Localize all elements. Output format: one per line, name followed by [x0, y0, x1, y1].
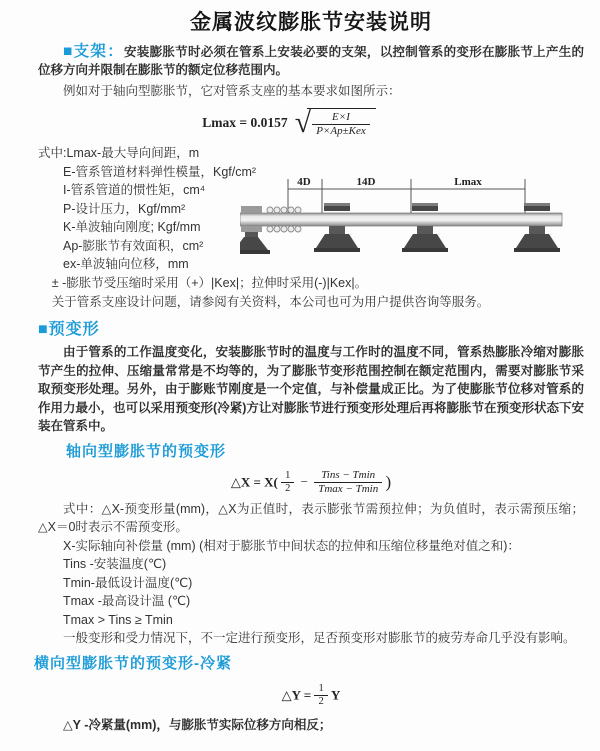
definitions-and-diagram — [38, 144, 584, 274]
support-intro-text: 安装膨胀节时必须在管系上安装必要的支架，以控制管系的变形在膨胀节上产生的位移方向并限制在膨胀节的额定位移范围内。 — [38, 44, 584, 77]
lateral-half-denominator: 2 — [318, 695, 324, 707]
definition-line: ex-单波轴向位移，mm — [63, 257, 189, 271]
half-fraction — [281, 470, 294, 495]
guide-support — [314, 203, 360, 252]
radicand — [307, 108, 376, 138]
definition-line: 式中:Lmax-最大导向间距，m — [38, 146, 200, 160]
temp-definition-line: Tmax -最高设计温 (℃) — [63, 594, 191, 608]
guide-support — [402, 203, 448, 252]
minus-operator: − — [300, 473, 308, 489]
pipe — [240, 213, 562, 226]
lmax-fraction-numerator: E×I — [312, 111, 370, 125]
plus-minus-note: ± -膨胀节受压缩时采用（+）|Kex|；拉伸时采用(-)|Kex|。 — [51, 276, 368, 290]
lateral-note: △Y -冷紧量(mm)，与膨胀节实际位移方向相反； — [63, 717, 332, 732]
dimension-lines — [288, 179, 525, 213]
dim-label-14d: 14D — [356, 176, 376, 188]
lmax-fraction — [312, 111, 370, 138]
lateral-formula-rhs: Y — [330, 686, 341, 702]
lateral-half-numerator: 1 — [314, 683, 327, 696]
page-title: 金属波纹膨胀节安装说明 — [190, 11, 432, 34]
axial-note: 一般变形和受力情况下，不一定进行预变形，足否预变形对膨胀节的疲劳寿命几乎没有影响。 — [63, 631, 576, 645]
temp-definition-line: Tins -安装温度(℃) — [63, 557, 167, 571]
guide-support — [514, 203, 560, 252]
lmax-formula-lhs: Lmax = 0.0157 — [202, 114, 288, 130]
definition-line: K-单波轴向刚度; Kgf/mm — [63, 220, 201, 234]
axial-formula-lhs: △X = X( — [230, 473, 278, 489]
definition-line: E-管系管道材料弹性模量，Kgf/cm² — [63, 164, 257, 179]
definition-line: I-管系管道的惯性矩，cm⁴ — [63, 183, 206, 197]
sqrt-glyph: √ — [294, 106, 312, 139]
axial-explain-2: X-实际轴向补偿量 (mm) (相对于膨胀节中间状态的拉伸和压缩位移量绝对值之和)： — [63, 538, 520, 553]
right-paren: ) — [385, 471, 392, 491]
lmax-formula — [16, 108, 562, 138]
axial-subheading: 轴向型膨胀节的预变形 — [66, 442, 227, 460]
lateral-formula — [38, 683, 584, 708]
axial-formula — [38, 469, 584, 496]
temp-definition-line: Tmin-最低设计温度(℃) — [63, 575, 193, 590]
document-page — [0, 11, 600, 734]
lateral-formula-lhs: △Y = — [281, 686, 312, 702]
dim-label-lmax: Lmax — [454, 176, 482, 188]
temperature-numerator: Tins − Tmin — [314, 469, 382, 483]
predeform-section-heading: ■预变形 — [38, 321, 100, 338]
radical-sign — [295, 108, 376, 138]
temperature-denominator: Tmax − Tmin — [318, 482, 379, 495]
temp-definition-line: Tmax > Tins ≥ Tmin — [63, 612, 173, 627]
half-denominator: 2 — [285, 482, 291, 494]
support-example-line: 例如对于轴向型膨胀节，它对管系支座的基本要求如图所示： — [63, 83, 401, 98]
support-section-heading: ■支架： — [63, 42, 125, 60]
half-numerator: 1 — [281, 470, 294, 483]
definition-line: Ap-膨胀节有效面积，cm² — [63, 238, 204, 253]
support-intro-paragraph — [38, 43, 584, 80]
predeform-paragraph: 由于管系的工作温度变化，安装膨胀节时的温度与工作时的温度不同，管系热膨胀冷缩对膨胀节产生的拉伸、压缩量常常是不均等的，为了膨胀节变形范围控制在额定范围内，需要对膨胀节采取预变形处理。另外，由于膨账节刚度是一个定值，与补偿量成正比。为了使膨胀节位移对管系的作用力最小，也可以采用预变形(冷紧)方让对膨胀节进行预变形处理后再将膨胀节在预变形状态下安装在管系中。 — [38, 345, 584, 433]
lateral-subheading: 横向型膨胀节的预变形-冷紧 — [34, 654, 232, 672]
definition-line: P-设计压力，Kgf/mm² — [63, 201, 186, 216]
temperature-fraction — [314, 469, 382, 496]
axial-explain-1: 式中：△X-预变形量(mm)，△X为正值时，表示膨张节需预拉伸；为负值时，表示需预压缩；△X＝0时表示不需预变形。 — [38, 501, 584, 534]
consult-note: 关于管系支座设计问题，请参阅有关资料，本公司也可为用户提供咨询等服务。 — [51, 294, 490, 309]
lmax-fraction-denominator: P×Ap±Kex — [316, 125, 366, 137]
lateral-half-fraction — [314, 683, 327, 708]
dim-label-4d: 4D — [297, 176, 311, 188]
pipe-support-diagram — [240, 170, 590, 268]
